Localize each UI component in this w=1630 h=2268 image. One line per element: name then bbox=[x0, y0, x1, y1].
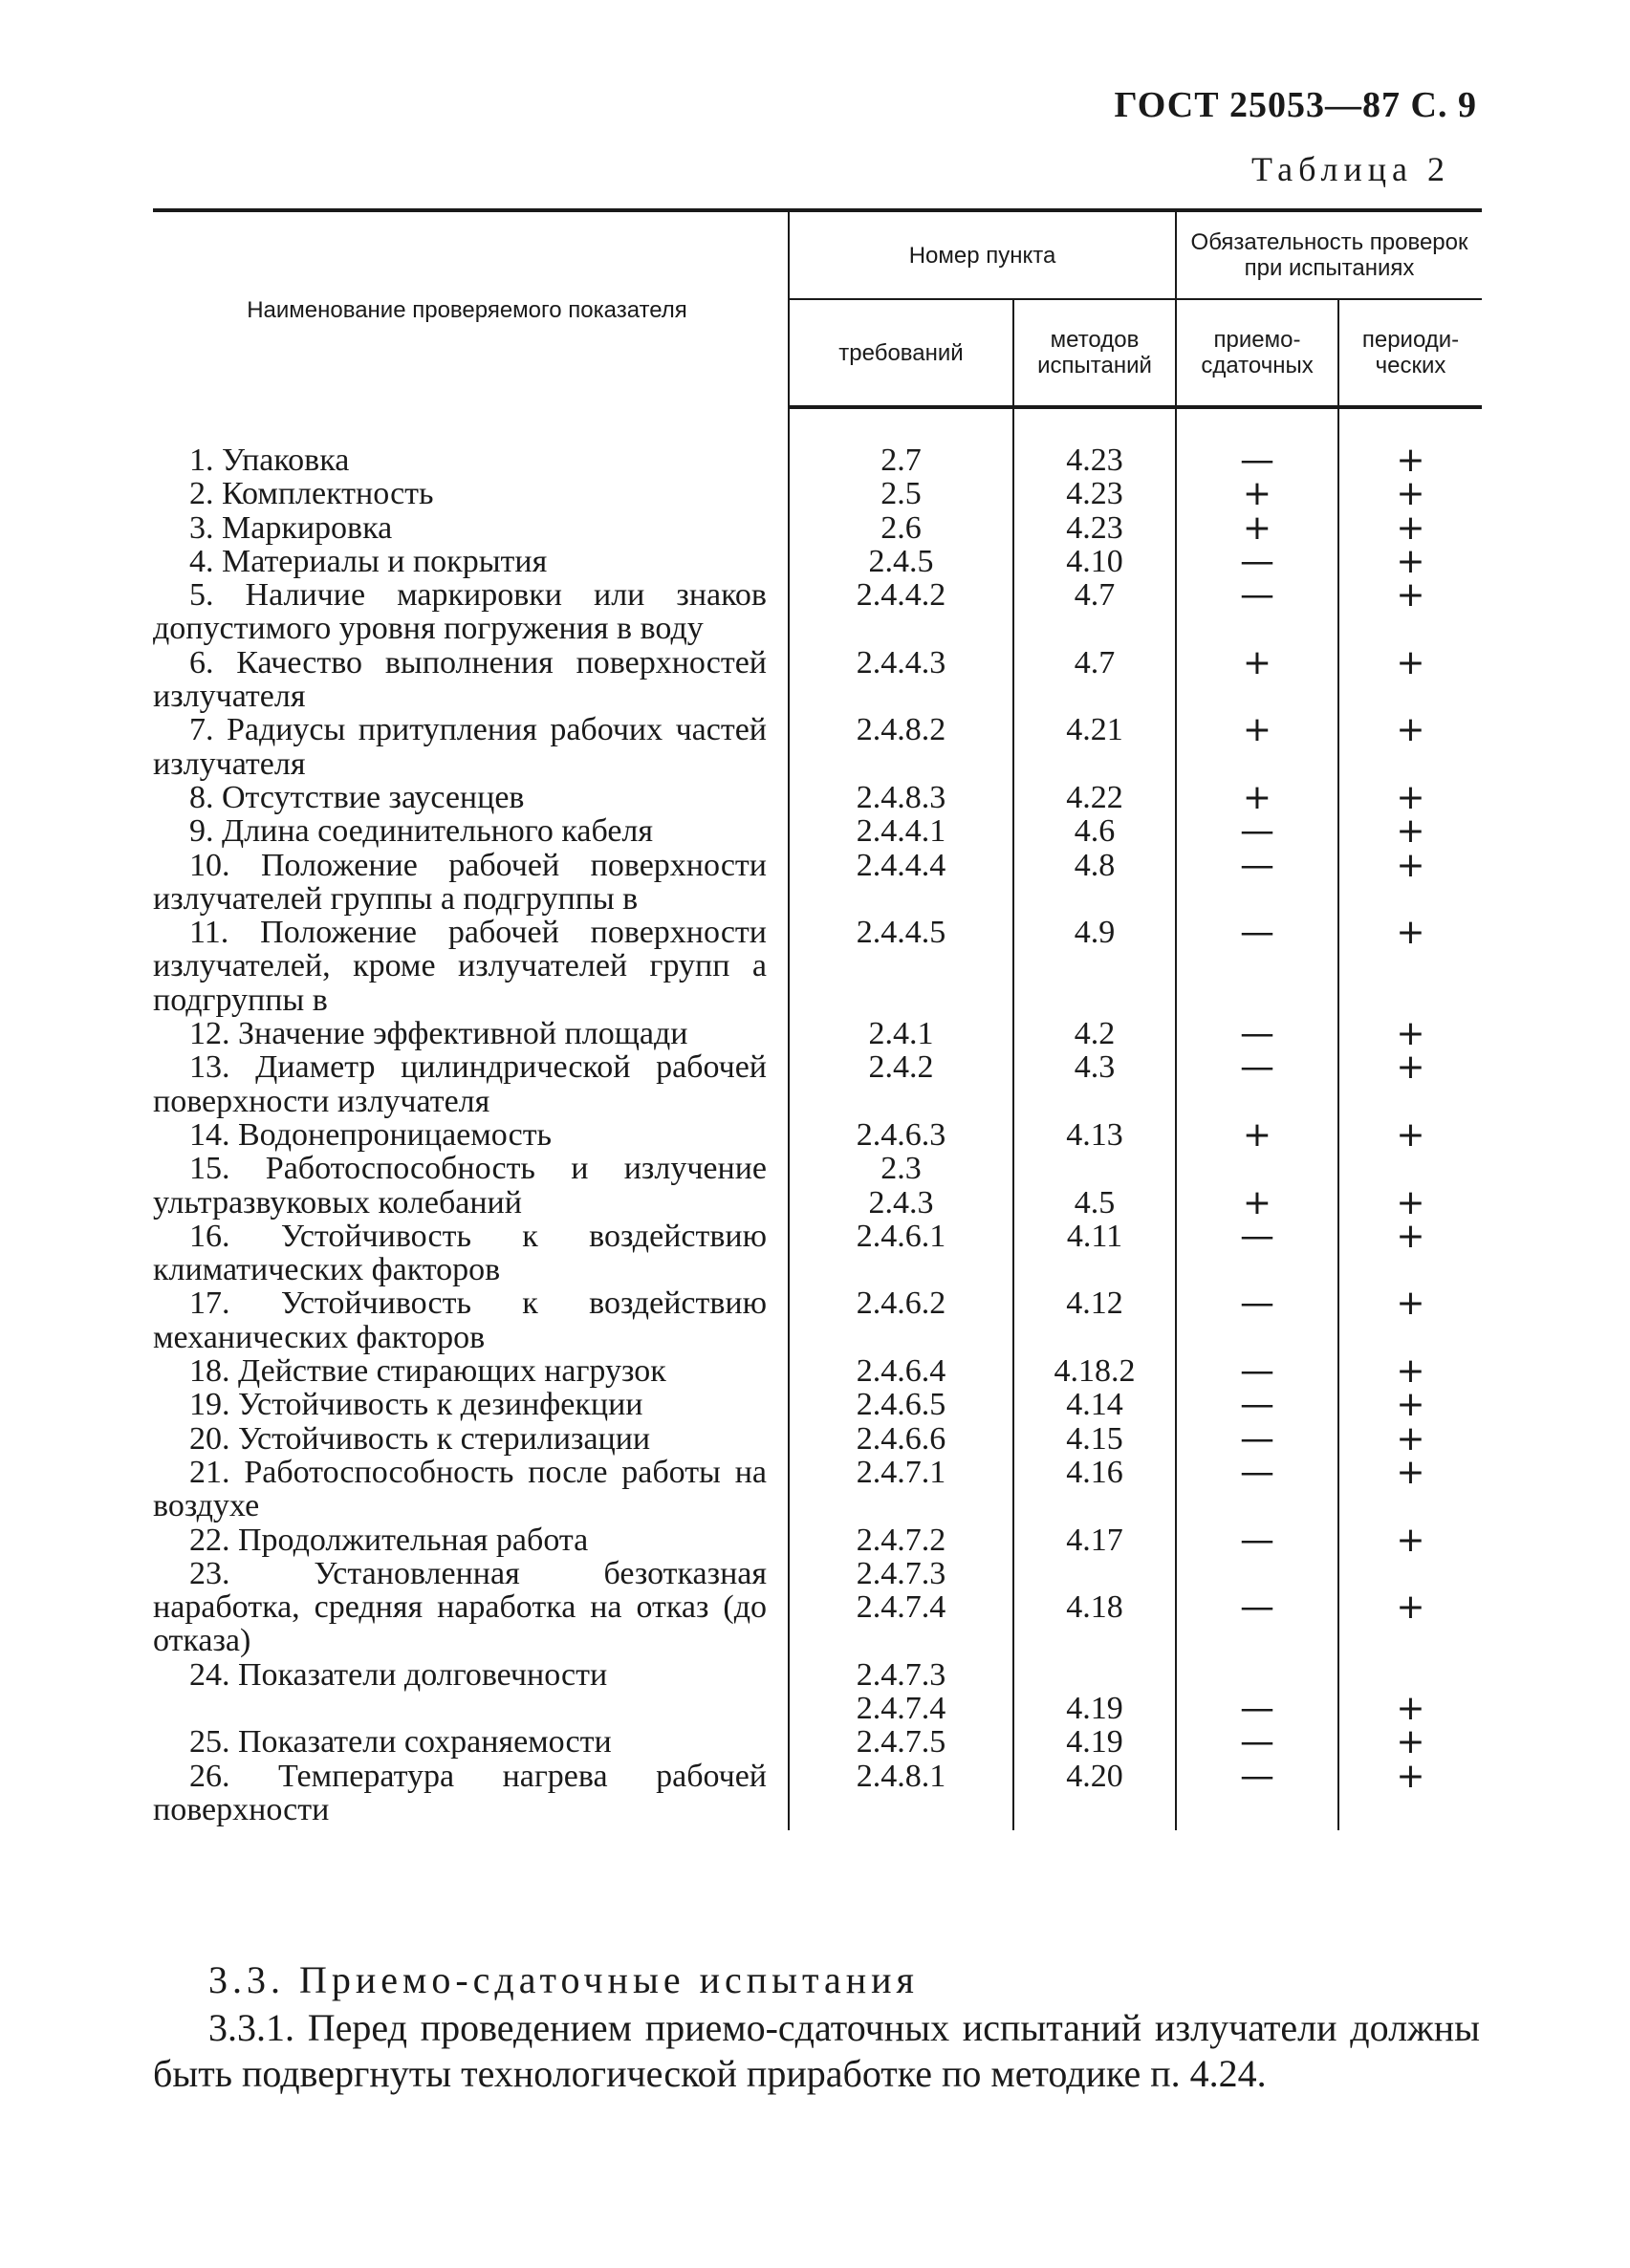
periodic-test-mark: + bbox=[1338, 1354, 1482, 1388]
periodic-test-mark: + bbox=[1338, 545, 1482, 578]
indicator-name-cell bbox=[153, 477, 789, 510]
test-method-clause-cell: 4.11 bbox=[1013, 1220, 1176, 1287]
indicator-name-text: 23. Установленная безотказная наработка, средняя наработка на отказ (до отказа) bbox=[153, 1555, 767, 1659]
table-row bbox=[153, 1388, 1482, 1421]
indicator-name-cell bbox=[153, 1118, 789, 1152]
indicator-name-text: 11. Положение рабочей поверхности излучателей, кроме излучателей групп а подгруппы в bbox=[153, 915, 767, 1018]
test-method-clause-cell: 4.5 bbox=[1013, 1152, 1176, 1220]
indicator-name-text: 13. Диаметр цилиндрической рабочей поверхности излучателя bbox=[153, 1049, 767, 1119]
periodic-test-mark: + bbox=[1338, 1388, 1482, 1421]
acceptance-test-mark: + bbox=[1176, 1152, 1338, 1220]
periodic-test-mark: + bbox=[1338, 511, 1482, 545]
periodic-test-mark: + bbox=[1338, 1725, 1482, 1759]
acceptance-test-mark: + bbox=[1176, 477, 1338, 510]
indicator-name-text: 21. Работоспособность после работы на воздухе bbox=[153, 1454, 767, 1524]
acceptance-test-mark: — bbox=[1176, 1388, 1338, 1421]
requirement-clause-cell: 2.5 bbox=[789, 477, 1013, 510]
indicator-name-cell bbox=[153, 578, 789, 646]
indicator-name-cell bbox=[153, 545, 789, 578]
indicator-name-text: 14. Водонепроницаемость bbox=[189, 1116, 553, 1153]
indicator-name-text: 8. Отсутствие заусенцев bbox=[189, 779, 525, 815]
periodic-test-mark: + bbox=[1338, 1286, 1482, 1354]
indicator-name-cell bbox=[153, 814, 789, 848]
acceptance-test-mark: — bbox=[1176, 1557, 1338, 1658]
acceptance-test-mark: — bbox=[1176, 1760, 1338, 1831]
spacer-cell bbox=[789, 407, 1013, 443]
section-paragraph: 3.3.1. Перед проведением приемо-сдаточных испытаний излучатели должны быть подвергнуты технологической приработке по методике п. 4.24. bbox=[153, 2006, 1480, 2095]
periodic-test-mark: + bbox=[1338, 578, 1482, 646]
table-row bbox=[153, 1354, 1482, 1388]
test-method-clause-cell: 4.23 bbox=[1013, 511, 1176, 545]
test-method-clause-cell: 4.16 bbox=[1013, 1456, 1176, 1523]
table-row bbox=[153, 545, 1482, 578]
test-method-clause-cell: 4.10 bbox=[1013, 545, 1176, 578]
acceptance-test-mark: — bbox=[1176, 1017, 1338, 1050]
acceptance-test-mark: — bbox=[1176, 1050, 1338, 1118]
indicator-name-text: 3. Маркировка bbox=[189, 509, 393, 546]
table-row bbox=[153, 1017, 1482, 1050]
indicator-name-text: 5. Наличие маркировки или знаков допустимого уровня погружения в воду bbox=[153, 577, 767, 647]
periodic-test-mark: + bbox=[1338, 443, 1482, 477]
indicator-name-text: 15. Работоспособность и излучение ультразвуковых колебаний bbox=[153, 1151, 767, 1220]
indicator-name-cell bbox=[153, 916, 789, 1017]
header-item-number: Номер пункта bbox=[789, 210, 1176, 299]
table-row bbox=[153, 646, 1482, 714]
requirement-clause-cell: 2.4.4.2 bbox=[789, 578, 1013, 646]
indicator-name-text: 6. Качество выполнения поверхностей излучателя bbox=[153, 644, 767, 715]
acceptance-test-mark: — bbox=[1176, 545, 1338, 578]
indicator-name-cell bbox=[153, 1760, 789, 1831]
requirement-clause-cell: 2.4.7.5 bbox=[789, 1725, 1013, 1759]
requirement-clause-cell: 2.4.6.4 bbox=[789, 1354, 1013, 1388]
acceptance-test-mark: — bbox=[1176, 1456, 1338, 1523]
periodic-test-mark: + bbox=[1338, 1017, 1482, 1050]
table-header bbox=[153, 210, 1482, 407]
requirement-clause-cell: 2.4.4.4 bbox=[789, 849, 1013, 917]
acceptance-test-mark: — bbox=[1176, 1725, 1338, 1759]
indicator-name-text: 4. Материалы и покрытия bbox=[189, 543, 548, 579]
acceptance-test-mark: — bbox=[1176, 1523, 1338, 1557]
indicator-name-cell bbox=[153, 1725, 789, 1759]
table-row bbox=[153, 1725, 1482, 1759]
table-row bbox=[153, 1456, 1482, 1523]
indicator-name-cell bbox=[153, 1658, 789, 1726]
indicator-name-cell bbox=[153, 1456, 789, 1523]
requirement-clause-cell: 2.4.4.3 bbox=[789, 646, 1013, 714]
table-row bbox=[153, 1220, 1482, 1287]
requirement-clause-cell: 2.6 bbox=[789, 511, 1013, 545]
indicator-name-text: 18. Действие стирающих нагрузок bbox=[189, 1353, 666, 1390]
indicator-name-cell bbox=[153, 511, 789, 545]
acceptance-test-mark: — bbox=[1176, 578, 1338, 646]
indicator-name-text: 10. Положение рабочей поверхности излучателей группы а подгруппы в bbox=[153, 847, 767, 917]
periodic-test-mark: + bbox=[1338, 713, 1482, 781]
requirement-clause-cell: 2.3 2.4.3 bbox=[789, 1152, 1013, 1220]
requirement-clause-cell: 2.4.8.2 bbox=[789, 713, 1013, 781]
indicator-name-text: 12. Значение эффективной площади bbox=[189, 1016, 688, 1052]
table-row bbox=[153, 511, 1482, 545]
acceptance-test-mark: + bbox=[1176, 781, 1338, 814]
table-caption: Таблица 2 bbox=[1251, 150, 1450, 188]
periodic-test-mark: + bbox=[1338, 1557, 1482, 1658]
periodic-test-mark: + bbox=[1338, 1658, 1482, 1726]
table-row bbox=[153, 849, 1482, 917]
indicator-name-cell bbox=[153, 1354, 789, 1388]
indicator-name-text: 22. Продолжительная работа bbox=[189, 1522, 589, 1558]
indicator-name-cell bbox=[153, 1220, 789, 1287]
table-container bbox=[153, 208, 1482, 1830]
requirement-clause-cell: 2.4.6.3 bbox=[789, 1118, 1013, 1152]
header-requirements: требований bbox=[789, 299, 1013, 407]
periodic-test-mark: + bbox=[1338, 477, 1482, 510]
indicator-name-text: 17. Устойчивость к воздействию механических факторов bbox=[153, 1285, 767, 1355]
table-row bbox=[153, 916, 1482, 1017]
acceptance-test-mark: — bbox=[1176, 814, 1338, 848]
table-row bbox=[153, 1050, 1482, 1118]
periodic-test-mark: + bbox=[1338, 1118, 1482, 1152]
test-method-clause-cell: 4.2 bbox=[1013, 1017, 1176, 1050]
requirement-clause-cell: 2.4.7.1 bbox=[789, 1456, 1013, 1523]
indicator-name-text: 7. Радиусы притупления рабочих частей излучателя bbox=[153, 712, 767, 782]
requirement-clause-cell: 2.7 bbox=[789, 443, 1013, 477]
table-row bbox=[153, 477, 1482, 510]
indicator-name-text: 26. Температура нагрева рабочей поверхности bbox=[153, 1758, 767, 1827]
spacer-cell bbox=[1176, 407, 1338, 443]
periodic-test-mark: + bbox=[1338, 781, 1482, 814]
test-method-clause-cell: 4.8 bbox=[1013, 849, 1176, 917]
acceptance-test-mark: + bbox=[1176, 511, 1338, 545]
table-row bbox=[153, 578, 1482, 646]
test-method-clause-cell: 4.18.2 bbox=[1013, 1354, 1176, 1388]
spacer-cell bbox=[153, 407, 789, 443]
test-method-clause-cell: 4.6 bbox=[1013, 814, 1176, 848]
test-method-clause-cell: 4.9 bbox=[1013, 916, 1176, 1017]
acceptance-test-mark: — bbox=[1176, 1422, 1338, 1456]
test-method-clause-cell: 4.22 bbox=[1013, 781, 1176, 814]
test-method-clause-cell: 4.23 bbox=[1013, 443, 1176, 477]
test-method-clause-cell: 4.14 bbox=[1013, 1388, 1176, 1421]
section-title: 3.3. Приемо-сдаточные испытания bbox=[208, 1958, 919, 2001]
table-row bbox=[153, 1523, 1482, 1557]
test-method-clause-cell: 4.15 bbox=[1013, 1422, 1176, 1456]
test-method-clause-cell: 4.20 bbox=[1013, 1760, 1176, 1831]
acceptance-test-mark: + bbox=[1176, 713, 1338, 781]
requirement-clause-cell: 2.4.4.1 bbox=[789, 814, 1013, 848]
requirement-clause-cell: 2.4.4.5 bbox=[789, 916, 1013, 1017]
periodic-test-mark: + bbox=[1338, 1152, 1482, 1220]
indicator-name-cell bbox=[153, 1557, 789, 1658]
acceptance-test-mark: + bbox=[1176, 1118, 1338, 1152]
requirement-clause-cell: 2.4.7.2 bbox=[789, 1523, 1013, 1557]
indicator-name-text: 1. Упаковка bbox=[189, 443, 350, 478]
table-row bbox=[153, 781, 1482, 814]
header-acceptance: приемо-сдаточных bbox=[1176, 299, 1338, 407]
indicator-name-text: 2. Комплектность bbox=[189, 476, 434, 512]
requirement-clause-cell: 2.4.8.1 bbox=[789, 1760, 1013, 1831]
indicator-name-cell bbox=[153, 1388, 789, 1421]
periodic-test-mark: + bbox=[1338, 916, 1482, 1017]
indicator-name-cell bbox=[153, 713, 789, 781]
periodic-test-mark: + bbox=[1338, 1760, 1482, 1831]
table-row bbox=[153, 1422, 1482, 1456]
header-indicator-name: Наименование проверяемого показателя bbox=[153, 210, 789, 407]
requirement-clause-cell: 2.4.6.5 bbox=[789, 1388, 1013, 1421]
requirement-clause-cell: 2.4.5 bbox=[789, 545, 1013, 578]
table-row bbox=[153, 443, 1482, 477]
test-method-clause-cell: 4.18 bbox=[1013, 1557, 1176, 1658]
spacer-cell bbox=[1338, 407, 1482, 443]
indicator-name-text: 24. Показатели долговечности bbox=[189, 1656, 608, 1693]
spacer-cell bbox=[1013, 407, 1176, 443]
indicator-name-cell bbox=[153, 443, 789, 477]
header-mandatory-checks: Обязательность проверок при испытаниях bbox=[1176, 210, 1482, 299]
requirement-clause-cell: 2.4.6.6 bbox=[789, 1422, 1013, 1456]
table-row bbox=[153, 1760, 1482, 1831]
acceptance-test-mark: — bbox=[1176, 1286, 1338, 1354]
test-method-clause-cell: 4.19 bbox=[1013, 1658, 1176, 1726]
indicator-name-cell bbox=[153, 1152, 789, 1220]
periodic-test-mark: + bbox=[1338, 849, 1482, 917]
indicator-name-cell bbox=[153, 646, 789, 714]
header-test-methods: методов испытаний bbox=[1013, 299, 1176, 407]
indicator-name-text: 19. Устойчивость к дезинфекции bbox=[189, 1387, 643, 1423]
acceptance-test-mark: — bbox=[1176, 443, 1338, 477]
table-row bbox=[153, 1658, 1482, 1726]
table-row bbox=[153, 1286, 1482, 1354]
periodic-test-mark: + bbox=[1338, 814, 1482, 848]
indicator-name-cell bbox=[153, 1050, 789, 1118]
table-row bbox=[153, 1557, 1482, 1658]
table-spacer-row bbox=[153, 407, 1482, 443]
requirement-clause-cell: 2.4.2 bbox=[789, 1050, 1013, 1118]
indicator-name-cell bbox=[153, 1286, 789, 1354]
requirement-clause-cell: 2.4.6.1 bbox=[789, 1220, 1013, 1287]
table-row bbox=[153, 814, 1482, 848]
indicator-name-cell bbox=[153, 1523, 789, 1557]
indicator-name-text: 16. Устойчивость к воздействию климатических факторов bbox=[153, 1218, 767, 1288]
requirement-clause-cell: 2.4.7.3 2.4.7.4 bbox=[789, 1557, 1013, 1658]
acceptance-test-mark: + bbox=[1176, 646, 1338, 714]
indicator-name-cell bbox=[153, 781, 789, 814]
test-method-clause-cell: 4.3 bbox=[1013, 1050, 1176, 1118]
periodic-test-mark: + bbox=[1338, 1220, 1482, 1287]
periodic-test-mark: + bbox=[1338, 646, 1482, 714]
table-row bbox=[153, 1118, 1482, 1152]
test-method-clause-cell: 4.7 bbox=[1013, 646, 1176, 714]
requirement-clause-cell: 2.4.6.2 bbox=[789, 1286, 1013, 1354]
test-method-clause-cell: 4.7 bbox=[1013, 578, 1176, 646]
indicator-name-cell bbox=[153, 1422, 789, 1456]
periodic-test-mark: + bbox=[1338, 1050, 1482, 1118]
indicator-name-text: 20. Устойчивость к стерилизации bbox=[189, 1420, 651, 1457]
test-method-clause-cell: 4.19 bbox=[1013, 1725, 1176, 1759]
test-method-clause-cell: 4.12 bbox=[1013, 1286, 1176, 1354]
requirement-clause-cell: 2.4.1 bbox=[789, 1017, 1013, 1050]
periodic-test-mark: + bbox=[1338, 1422, 1482, 1456]
table-row bbox=[153, 1152, 1482, 1220]
header-periodic: периоди-ческих bbox=[1338, 299, 1482, 407]
acceptance-test-mark: — bbox=[1176, 1658, 1338, 1726]
acceptance-test-mark: — bbox=[1176, 1354, 1338, 1388]
test-method-clause-cell: 4.13 bbox=[1013, 1118, 1176, 1152]
acceptance-test-mark: — bbox=[1176, 1220, 1338, 1287]
periodic-test-mark: + bbox=[1338, 1523, 1482, 1557]
indicator-name-text: 9. Длина соединительного кабеля bbox=[189, 813, 654, 850]
test-method-clause-cell: 4.23 bbox=[1013, 477, 1176, 510]
test-method-clause-cell: 4.21 bbox=[1013, 713, 1176, 781]
test-method-clause-cell: 4.17 bbox=[1013, 1523, 1176, 1557]
indicator-name-cell bbox=[153, 1017, 789, 1050]
requirement-clause-cell: 2.4.8.3 bbox=[789, 781, 1013, 814]
page-header: ГОСТ 25053—87 С. 9 bbox=[1114, 85, 1477, 125]
requirement-clause-cell: 2.4.7.3 2.4.7.4 bbox=[789, 1658, 1013, 1726]
inspection-table bbox=[153, 208, 1482, 1830]
acceptance-test-mark: — bbox=[1176, 849, 1338, 917]
table-body bbox=[153, 407, 1482, 1830]
periodic-test-mark: + bbox=[1338, 1456, 1482, 1523]
indicator-name-cell bbox=[153, 849, 789, 917]
table-row bbox=[153, 713, 1482, 781]
acceptance-test-mark: — bbox=[1176, 916, 1338, 1017]
indicator-name-text: 25. Показатели сохраняемости bbox=[189, 1724, 612, 1760]
